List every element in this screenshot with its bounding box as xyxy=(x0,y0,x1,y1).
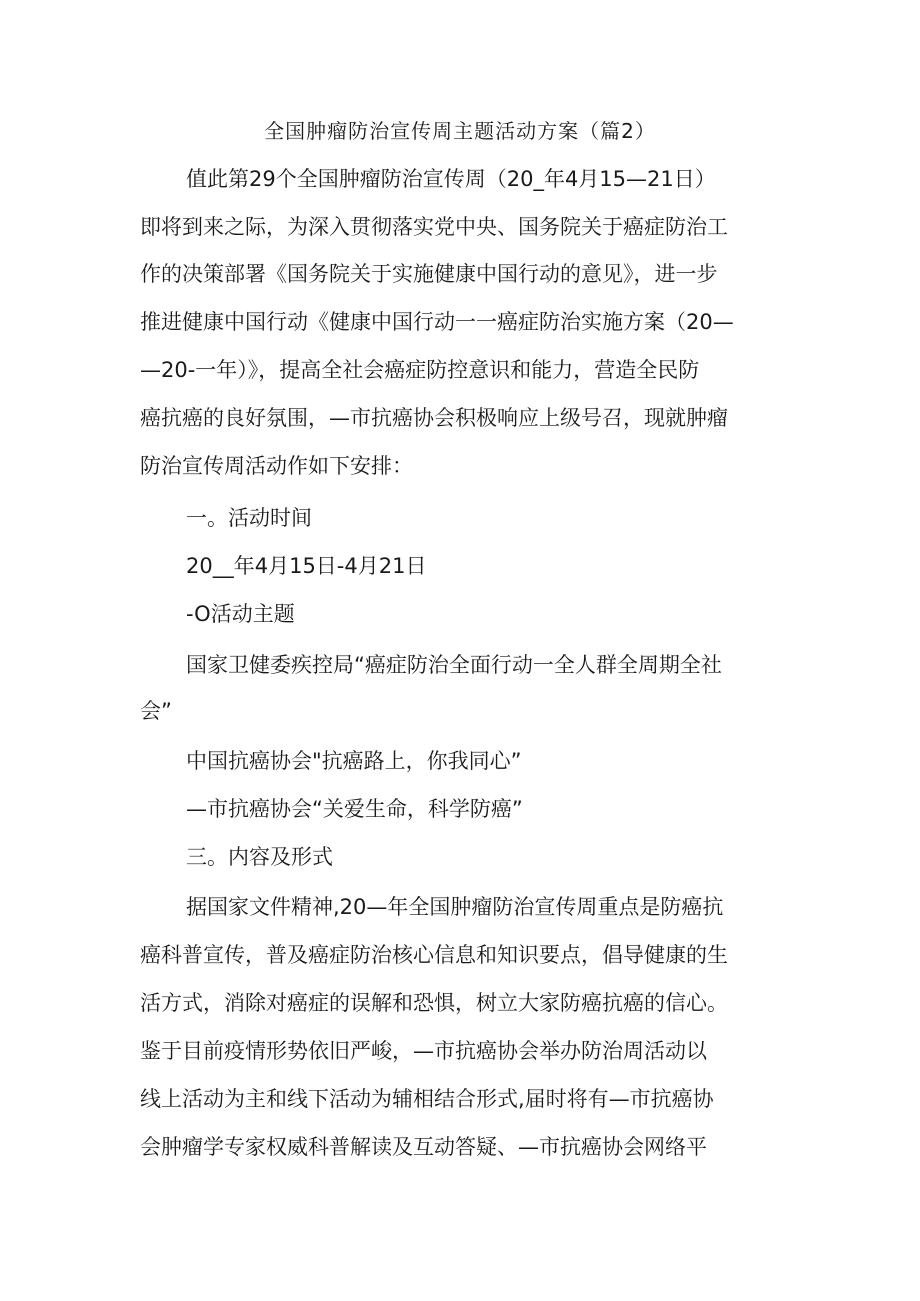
paragraph-line: 会肿瘤学专家权威科普解读及互动答疑、—市抗癌协会网络平 xyxy=(140,1135,707,1159)
paragraph-line: 鉴于目前疫情形势依旧严峻，—市抗癌协会举办防治周活动以 xyxy=(140,1039,707,1063)
paragraph-line: —市抗癌协会“关爱生命，科学防癌” xyxy=(186,797,523,821)
section-heading: 三。内容及形式 xyxy=(186,845,333,869)
paragraph-line: 推进健康中国行动《健康中国行动一一癌症防治实施方案（20— xyxy=(140,310,734,334)
paragraph-line: 线上活动为主和线下活动为辅相结合形式,届时将有—市抗癌协 xyxy=(140,1087,714,1111)
paragraph-line: 值此第29个全国肿瘤防治宣传周（20_年4月15—21日） xyxy=(186,167,716,191)
paragraph-line: 癌抗癌的良好氛围，—市抗癌协会积极响应上级号召，现就肿瘤 xyxy=(140,406,728,430)
paragraph-line: 作的决策部署《国务院关于实施健康中国行动的意见》，进一步 xyxy=(140,262,718,286)
paragraph-line: 癌科普宣传，普及癌症防治核心信息和知识要点，倡导健康的生 xyxy=(140,943,728,967)
paragraph-line: 会” xyxy=(140,699,172,723)
paragraph-line: 活方式，消除对癌症的误解和恐惧，树立大家防癌抗癌的信心。 xyxy=(140,991,728,1015)
paragraph-line: 据国家文件精神,20—年全国肿瘤防治宣传周重点是防癌抗 xyxy=(186,895,724,919)
paragraph-line: 即将到来之际，为深入贯彻落实党中央、国务院关于癌症防治工 xyxy=(140,215,728,239)
paragraph-line: 中国抗癌协会"抗癌路上，你我同心” xyxy=(186,749,522,773)
section-heading: 一。活动时间 xyxy=(186,506,312,530)
paragraph-line: 20__年4月15日-4月21日 xyxy=(186,554,427,578)
paragraph-line: 国家卫健委疾控局“癌症防治全面行动一全人群全周期全社 xyxy=(186,653,722,677)
document-title: 全国肿瘤防治宣传周主题活动方案（篇2） xyxy=(264,119,656,143)
paragraph-line: 防治宣传周活动作如下安排： xyxy=(140,454,413,478)
paragraph-line: —20-一年）》，提高全社会癌症防控意识和能力，营造全民防 xyxy=(140,358,700,382)
section-heading: -O活动主题 xyxy=(186,602,295,626)
